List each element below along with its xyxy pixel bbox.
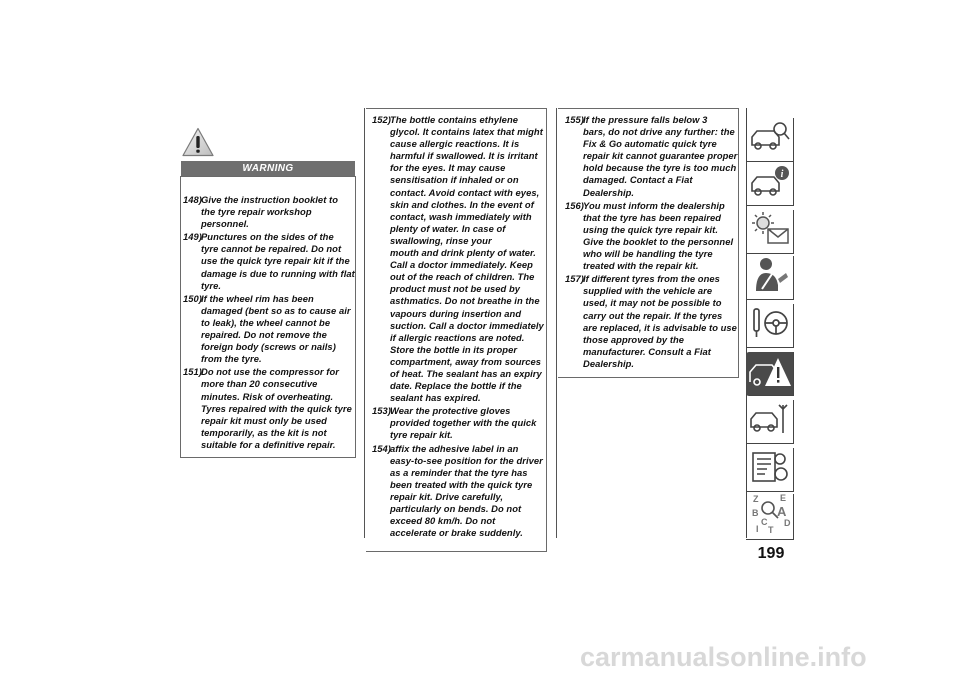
chapter-tab[interactable] [746,118,794,162]
note-number: 155) [565,114,584,125]
svg-text:T: T [767,525,773,535]
note-text: The bottle contains ethylene glycol. It contains latex that might cause allergic reactions. It is harmful if swallowed. It is irritant for the eyes. It may cause sensitisation if inhaled or on contact. Avoid contact with eyes, skin and clothes. In the event of contact, wash immediately with plenty of water. In case of swallowing, rinse your mouth and drink plenty of water. Call a doctor immediately. Keep out of the reach of children. The product must not be used by asthmatics. Do not breathe in the vapours during insertion and suction. Call a doctor immediately if allergic reactions are noted. Store the bottle in its proper compartment, away from sources of heat. The sealant has an expiry date. Replace the bottle if the sealant has expired. [390,114,544,404]
chapter-tab[interactable] [746,400,794,444]
note-text: If different tyres from the ones supplied with the vehicle are used, it may not be possible to carry out the repair. If the tyres are replaced, it is advisable to use those approved by the manufacturer. Consult a Fiat Dealership. [583,273,737,369]
note-number: 148) [183,194,202,205]
right-notes-list [565,114,741,371]
car-wrench-icon [748,399,792,444]
note-item [372,405,548,441]
middle-notes-list [372,114,548,540]
warning-triangle-icon [182,127,214,157]
page-number: 199 [757,545,785,562]
chapter-tab[interactable] [746,494,794,540]
warning-list [183,194,357,452]
note-item [372,114,548,404]
chapter-tab[interactable] [746,448,794,492]
note-number: 153) [372,405,391,417]
note-text: Wear the protective gloves provided together with the quick tyre repair kit. [390,405,537,441]
note-item [565,273,741,370]
note-number: 151) [183,366,202,378]
warning-light-envelope-icon [748,209,792,254]
note-text: If the pressure falls below 3 bars, do not drive any further: the Fix & Go automatic quick tyre repair kit cannot guarantee proper hold because the tyre is too much damaged. Contact a Fiat Dealership. [583,114,738,198]
note-text: Do not use the compressor for more than 20 consecutive minutes. Risk of overheating. Tyres repaired with the quick tyre repair kit must only be used temporarily, as the kit is not suitable for a definitive repair. [201,366,352,450]
car-search-icon [748,119,792,160]
key-steering-wheel-icon [748,303,792,348]
svg-text:I: I [755,524,759,534]
svg-text:A: A [776,504,786,519]
chapter-tab[interactable] [746,256,794,300]
column-rule-1 [364,108,365,538]
note-text: If the wheel rim has been damaged (bent so as to cause air to leak), the wheel cannot be repaired. Do not remove the foreign body (screws or nails) from the tyre. [201,292,351,365]
chapter-tab[interactable] [746,162,794,206]
svg-text:E: E [779,493,786,503]
note-item [565,200,741,273]
note-item [183,231,357,291]
note-text: affix the adhesive label in an easy-to-see position for the driver as a reminder that the tyre has been treated with the quick tyre repair kit. Drive carefully, particularly on bends. Do not exceed 80 km/h. Do not accelerate or brake suddenly. [390,442,543,539]
svg-text:C: C [760,517,767,527]
note-number: 156) [565,199,584,211]
chapter-tab[interactable] [746,352,794,396]
chapter-tab[interactable] [746,210,794,254]
note-number: 152) [372,114,391,125]
note-item [372,443,548,540]
warning-title: WARNING [181,161,355,176]
person-seatbelt-icon [748,255,792,300]
note-text: You must inform the dealership that the tyre has been repaired using the quick tyre repair kit. Give the booklet to the personnel who will be handling the tyre treated with the repair kit. [583,199,734,272]
note-number: 149) [183,231,202,243]
chapter-tab[interactable] [746,304,794,348]
svg-text:i: i [780,169,783,180]
note-item [183,366,357,451]
note-text: Punctures on the sides of the tyre cannot be repaired. Do not use the quick tyre repair kit if the damage is due to running with flat tyre. [201,231,355,291]
note-number: 154) [372,442,391,454]
alphabet-index-icon [748,492,792,541]
list-gear-icon [748,447,792,492]
note-item [565,114,741,199]
svg-text:D: D [783,518,790,528]
column-rule-2 [556,108,557,538]
note-item [183,293,357,366]
car-warning-triangle-icon [748,352,792,395]
note-text: Give the instruction booklet to the tyre repair workshop personnel. [201,194,338,230]
watermark: carmanualsonline.info [580,642,867,672]
car-info-icon [748,163,792,204]
svg-text:Z: Z [752,494,758,504]
note-number: 157) [565,273,584,285]
note-item [183,194,357,230]
svg-text:B: B [751,508,758,518]
note-number: 150) [183,292,202,304]
